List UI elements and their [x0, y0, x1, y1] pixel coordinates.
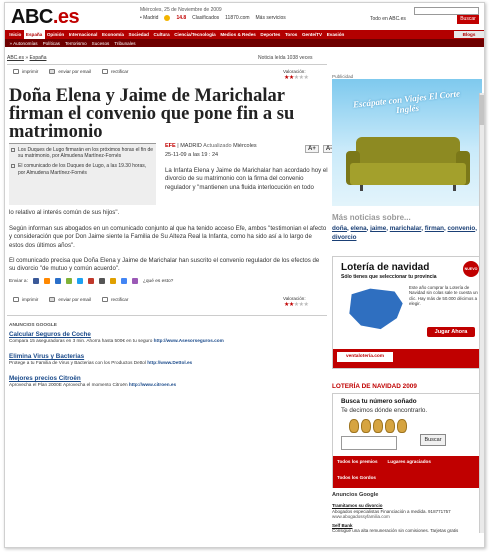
- article-toolbar-bottom: [13, 297, 128, 302]
- lottery-ad-subtitle: Sólo tienes que seleccionar tu provincia: [341, 274, 437, 280]
- mail-icon: [49, 69, 55, 74]
- lottery-ad-footer: [333, 349, 482, 369]
- lottery-ad-title: Lotería de navidad: [341, 262, 430, 273]
- ad-title[interactable]: Mejores precios Citroën: [9, 375, 81, 382]
- ad-body: Protege a tu Familia de Virus y Bacterias con los Productos Dettol http://www.Dettol.es: [9, 360, 193, 365]
- print-link[interactable]: imprimir: [22, 69, 39, 74]
- tag-link[interactable]: doña: [332, 225, 348, 232]
- sun-icon: [164, 15, 170, 21]
- breadcrumb: [7, 55, 46, 61]
- google-icon[interactable]: [121, 278, 127, 284]
- more-news-tags: doña, elena, jaime, marichalar, firman, convenio, divorcio: [332, 225, 477, 241]
- rating-label: Valoración:: [283, 296, 306, 301]
- lottery-tabs: [333, 456, 481, 488]
- lottery-ad-banner[interactable]: [332, 256, 482, 369]
- dateline-city: MADRID: [180, 143, 202, 149]
- abc-logo[interactable]: [11, 6, 79, 29]
- play-now-button[interactable]: Jugar Ahora: [427, 327, 475, 337]
- google-ad-3[interactable]: [9, 375, 327, 387]
- ad-body: Abogados especialistas Financiación a medida. 918771757: [332, 508, 451, 514]
- nav-item-espana[interactable]: España: [24, 30, 45, 39]
- facebook-icon[interactable]: [33, 278, 39, 284]
- tag-link[interactable]: convenio: [447, 225, 476, 232]
- nav-item-evasion[interactable]: Evasión: [326, 32, 345, 37]
- print-link[interactable]: imprimir: [22, 297, 39, 302]
- nav-item-sociedad[interactable]: Sociedad: [128, 32, 149, 37]
- email-link[interactable]: enviar por email: [58, 69, 92, 74]
- live-icon[interactable]: [132, 278, 138, 284]
- updated-day: Miércoles: [233, 143, 257, 149]
- lottery-widget-heading: LOTERÍA DE NAVIDAD 2009: [332, 383, 417, 390]
- related-news-box: [9, 143, 156, 205]
- rating-label: Valoración:: [283, 69, 306, 74]
- pencil-icon: [102, 297, 108, 302]
- article-source: EFE | MADRID Actualizado Miércoles: [165, 143, 257, 149]
- related-item[interactable]: El comunicado de los Duques de Lugo, a las 19.30 horas, por Almudena Martínez-Fornés: [11, 163, 154, 175]
- advertising-label: Publicidad: [332, 74, 354, 79]
- rating-stars[interactable]: ★★★★★: [284, 75, 309, 81]
- nav-item-inicio[interactable]: Inicio: [9, 32, 22, 37]
- meneame-icon[interactable]: [44, 278, 50, 284]
- lottery-answer: Te decimos dónde encontrarlo.: [341, 407, 428, 414]
- delicious-icon[interactable]: [55, 278, 61, 284]
- digg-icon[interactable]: [88, 278, 94, 284]
- google-ads-label: ANUNCIOS GOOGLE: [9, 323, 57, 328]
- ad-body: Consigue una alta remuneración sin comisiones. Tarjetas gratis: [332, 528, 459, 533]
- article-toolbar-top: [13, 69, 128, 74]
- lottery-search-widget: [332, 393, 482, 488]
- tab-lugares-agraciados[interactable]: Lugares agraciados: [387, 459, 431, 464]
- subnav-item-autonomias[interactable]: » Autonomías: [9, 40, 38, 46]
- right-google-ads-label: Anuncios Google: [332, 492, 379, 498]
- font-decrease-button[interactable]: A-: [323, 145, 335, 153]
- weather-temp: 14.8: [176, 15, 187, 21]
- rectify-link[interactable]: rectificar: [111, 69, 129, 74]
- header-date: Miércoles, 25 de Noviembre de 2009: [140, 7, 222, 13]
- nav-item-cultura[interactable]: Cultura: [153, 32, 170, 37]
- tag-link[interactable]: elena: [350, 225, 367, 232]
- yahoo-icon[interactable]: [110, 278, 116, 284]
- subnav-item-politicas[interactable]: Políticas: [42, 40, 60, 46]
- divider: [7, 64, 327, 65]
- breadcrumb-separator: »: [25, 55, 29, 61]
- agency-name: EFE: [165, 143, 176, 149]
- article-paragraph-3: El comunicado precisa que Doña Elena y Jaime de Marichalar han suscrito el convenio regulador de los efectos de su divorcio "de mutuo y común acuerdo".: [9, 257, 320, 273]
- share-whatis-link[interactable]: ¿qué es esto?: [142, 278, 174, 284]
- logo-domain-text: .es: [52, 6, 80, 28]
- share-label: Enviar a:: [9, 278, 28, 284]
- subnav-item-terrorismo[interactable]: Terrorismo: [64, 40, 87, 46]
- sofa-seat: [350, 163, 466, 185]
- updated-label: Actualizado: [203, 143, 232, 149]
- nav-item-economia[interactable]: Economía: [101, 32, 124, 37]
- tag-link[interactable]: marichalar: [389, 225, 422, 232]
- article-headline: Doña Elena y Jaime de Marichalar firman el convenio que pone fin a su matrimonio: [9, 86, 295, 142]
- ad-title[interactable]: Self Bank: [332, 522, 353, 528]
- technorati-icon[interactable]: [99, 278, 105, 284]
- more-news-title: Más noticias sobre...: [332, 213, 411, 222]
- sofa-legs: [360, 185, 456, 191]
- font-size-controls: [305, 145, 335, 153]
- tag-link[interactable]: firman: [424, 225, 445, 232]
- travel-ad-banner[interactable]: [332, 79, 482, 206]
- font-increase-button[interactable]: A+: [305, 145, 319, 153]
- nav-item-blogs[interactable]: Blogs: [454, 31, 484, 38]
- article-paragraph-1-end: lo relativo al interés común de sus hijos".: [9, 209, 120, 216]
- search-scope-label[interactable]: Todo en ABC.es: [370, 16, 406, 22]
- ad-url[interactable]: http://www.Asesorseguros.com: [153, 338, 224, 343]
- breadcrumb-section[interactable]: España: [29, 55, 47, 61]
- email-link[interactable]: enviar por email: [58, 297, 92, 302]
- ad-title[interactable]: Elimina Virus y Bacterias: [9, 353, 85, 360]
- mail-icon: [49, 297, 55, 302]
- tab-todos-premios[interactable]: Todos los premios: [337, 459, 378, 464]
- search-button[interactable]: Buscar: [457, 15, 479, 24]
- ad-slogan: Escápate con Viajes El Corte Inglés: [352, 88, 461, 116]
- nav-item-ciencia[interactable]: Ciencia/Tecnología: [174, 32, 216, 37]
- sofa-illustration: [356, 137, 460, 165]
- right-google-ads: [332, 503, 482, 534]
- header-link-clasificados[interactable]: Clasificados: [192, 15, 220, 21]
- article-paragraph-2: Según informan sus abogados en un comunicado conjunto al que ha tenido acceso Efe, ambos "testimonian el afecto y consideración que por Don Jaime siente la Familia de Su Alteza Real la Infanta, como ha sido así a lo largo de estos dos últimos años".: [9, 225, 327, 249]
- tag-link[interactable]: jaime: [370, 225, 387, 232]
- tag-link[interactable]: divorcio: [332, 233, 357, 241]
- lottery-ad-info: Este año comprar la Lotería de Navidad sin colas sale te cuesta un clic. Hay más de 50.000 décimos a elegir.: [409, 285, 478, 307]
- spain-map-icon: [347, 285, 405, 331]
- nav-item-toros[interactable]: Toros: [284, 32, 298, 37]
- nav-item-internacional[interactable]: Internacional: [68, 32, 98, 37]
- lottery-question: Busca tu número soñado: [341, 398, 417, 405]
- document-icon: [11, 164, 15, 168]
- printer-icon: [13, 297, 19, 302]
- page-scrollbar[interactable]: [479, 93, 484, 533]
- lottery-balls-icon: [349, 419, 449, 433]
- document-icon: [11, 148, 15, 152]
- pencil-icon: [102, 69, 108, 74]
- header-link-11870[interactable]: 11870.com: [225, 15, 250, 21]
- tab-todos-gordos[interactable]: Todos los Gordos: [337, 474, 376, 480]
- nav-item-gente[interactable]: Gente/TV: [301, 32, 323, 37]
- ventaloteria-logo[interactable]: ventalotería.com: [337, 352, 393, 362]
- header-weather-links: [140, 15, 286, 21]
- lottery-number-input[interactable]: [341, 436, 397, 450]
- subnav-item-tribunales[interactable]: Tribunales: [114, 40, 136, 46]
- updated-date: 25-11-09 a las 19 : 24: [165, 152, 219, 158]
- right-ad-2[interactable]: [332, 523, 482, 534]
- lottery-search-button[interactable]: Buscar: [420, 434, 446, 446]
- header-link-mas-servicios[interactable]: Más servicios: [255, 15, 286, 21]
- ad-body: Aprovecha el Plan 2000E Aprovecha el momento Citroën http://www.citroen.es: [9, 382, 177, 387]
- rectify-link[interactable]: rectificar: [111, 297, 129, 302]
- divider: [7, 315, 327, 316]
- related-item[interactable]: Los Duques de Lugo firmarán en los próximos horas el fin de su matrimonio, por Almudena Martínez-Fornés: [11, 147, 154, 159]
- subnav-item-sucesos[interactable]: Sucesos: [91, 40, 110, 46]
- main-nav: [5, 30, 485, 39]
- ad-title[interactable]: Calcular Seguros de Coche: [9, 331, 91, 338]
- scrollbar-thumb[interactable]: [479, 95, 484, 125]
- article-paragraph-1: La Infanta Elena y Jaime de Marichalar han acordado hoy el divorcio de su matrimonio con la firma del convenio regulador y "mantienen una fluida interlocución en todo: [165, 167, 328, 191]
- nav-item-medios[interactable]: Medios & Redes: [220, 32, 256, 37]
- google-ad-1[interactable]: [9, 331, 327, 343]
- ad-url[interactable]: www.abogadossyfamilia.com: [332, 514, 390, 519]
- share-bar: [9, 278, 173, 284]
- right-ad-1[interactable]: [332, 503, 482, 520]
- search-input[interactable]: [414, 7, 479, 15]
- breadcrumb-home[interactable]: ABC.es: [7, 55, 24, 61]
- rating-stars[interactable]: ★★★★★: [284, 302, 309, 308]
- browser-page: [4, 2, 485, 548]
- logo-main-text: ABC: [11, 6, 53, 28]
- nav-item-deportes[interactable]: Deportes: [260, 32, 281, 37]
- google-ad-2[interactable]: [9, 353, 327, 365]
- printer-icon: [13, 69, 19, 74]
- sub-nav: [5, 39, 485, 47]
- ad-title[interactable]: Tramitamos su divorcio: [332, 503, 383, 508]
- ad-url[interactable]: http://www.citroen.es: [128, 382, 177, 387]
- weather-city: • Madrid: [140, 15, 159, 21]
- ad-url[interactable]: http://www.Dettol.es: [147, 360, 193, 365]
- read-count: Noticia leída 1038 veces: [258, 55, 313, 61]
- nav-item-opinion[interactable]: Opinión: [46, 32, 65, 37]
- ad-body: Compara 15 aseguradoras en 3 min. Ahorra hasta 500€ en tu seguro http://www.Asesorseguros.com: [9, 338, 224, 343]
- new-badge: NUEVO: [463, 261, 479, 277]
- myspace-icon[interactable]: [66, 278, 72, 284]
- twitter-icon[interactable]: [77, 278, 83, 284]
